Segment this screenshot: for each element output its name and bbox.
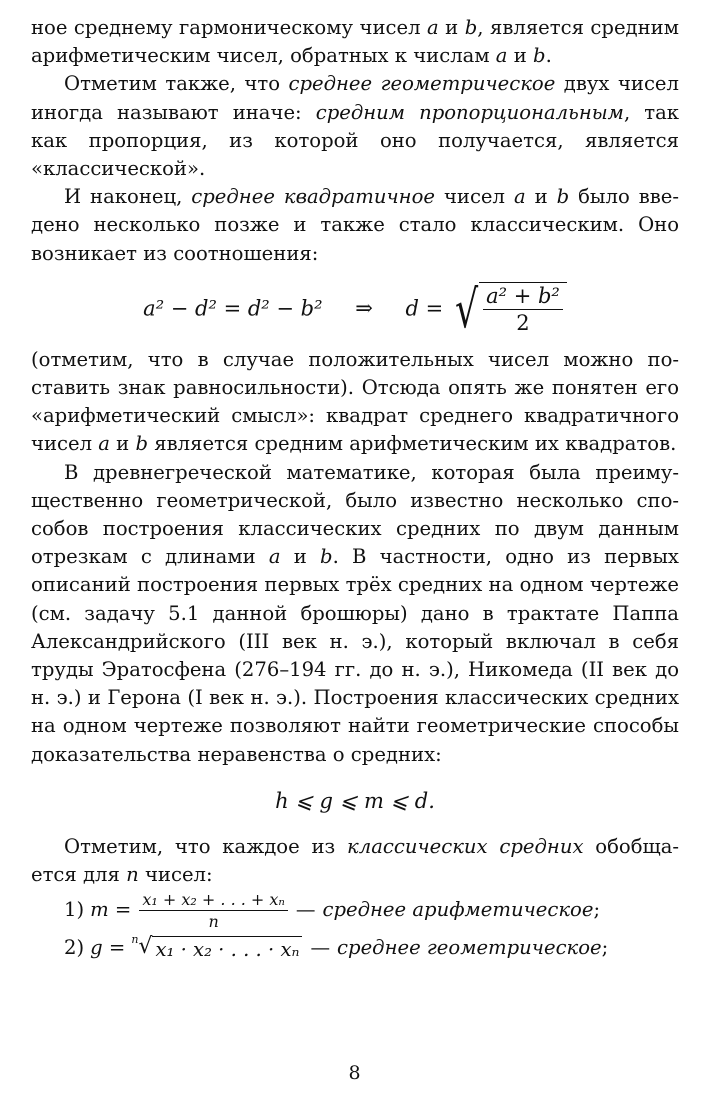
paragraph-1: [31, 14, 679, 70]
radical-sign: √: [454, 279, 479, 340]
var-a: a: [513, 185, 526, 209]
text: Отметим, что каждое из: [64, 834, 348, 858]
paragraph-6: [31, 833, 679, 889]
text: было введено несколько позже и также стало классическим. Оно возникает из соотношения:: [31, 185, 679, 265]
formula-lhs: g =: [90, 936, 126, 960]
var-a: a: [98, 432, 110, 456]
text: и: [525, 185, 557, 209]
var-b: b: [556, 185, 570, 209]
fraction: [139, 889, 288, 932]
text: , так как пропорция, из которой оно получается, является «классической».: [31, 100, 679, 181]
text: чисел: [434, 185, 514, 209]
formula-lhs: m =: [90, 898, 132, 922]
page-text: [31, 14, 679, 967]
text: и: [438, 16, 465, 39]
text: Отметим также, что: [64, 72, 289, 96]
text: . В частности, одно из первых описаний построения первых трёх средних на одном чертеже (см. задачу 5.1 данной брошюры) дано в трактате Паппа Александрийского (III век н. э.), который включал в себя труды Эратосфена (276–194 гг. до н. э.), Никомеда (II век до н. э.) и Герона (I век н. э.). Построения классических средних на одном чертеже позволяют найти геометрические способы доказательства неравенства о средних:: [31, 545, 679, 766]
radicand: x₁ · x₂ · . . . · xₙ: [152, 936, 302, 963]
dash: —: [310, 936, 331, 960]
formula-d-equals: d =: [405, 296, 444, 321]
mean-name: среднее арифметическое: [322, 898, 594, 922]
text: и: [507, 44, 534, 68]
paragraph-2: [31, 70, 679, 183]
fraction-denominator: 2: [516, 310, 530, 335]
paragraph-3: [31, 183, 679, 268]
nth-root: [131, 933, 302, 963]
text: является средним арифметическим их квадратов.: [148, 432, 677, 456]
text: чисел:: [138, 863, 213, 887]
text: (отметим, что в случае положительных чисел можно поставить знак равносильности). Отсюда опять же понятен его «арифметический смысл»: квадрат среднего квадратичного чисел: [31, 347, 679, 456]
text: И наконец,: [64, 185, 192, 209]
radicand: [479, 282, 567, 338]
text: , является средним арифметическим чисел, обратных к числам: [31, 16, 679, 68]
inequality-text: h ⩽ g ⩽ m ⩽ d.: [275, 788, 435, 813]
text: двух чисел иногда называют иначе:: [31, 72, 679, 124]
fraction-numerator: a² + b²: [483, 283, 563, 310]
var-b: b: [320, 545, 333, 569]
punctuation: ;: [601, 936, 609, 960]
radical-sign: √: [138, 934, 153, 960]
formula-quadratic-mean: [31, 268, 679, 346]
formula-lhs: a² − d² = d² − b²: [143, 296, 323, 321]
paragraph-4: [31, 346, 679, 459]
formula-means-inequality: [31, 769, 679, 833]
text: и: [280, 545, 321, 569]
var-b: b: [135, 432, 149, 456]
root-index: n: [131, 933, 139, 947]
var-b: b: [533, 44, 546, 68]
text: и: [109, 432, 136, 456]
mean-name: среднее геометрическое: [337, 936, 602, 960]
punctuation: ;: [593, 898, 601, 922]
var-a: a: [495, 44, 508, 68]
text: .: [545, 44, 552, 68]
list-item-number: 2): [64, 936, 85, 960]
emphasis: среднее геометрическое: [288, 72, 556, 96]
list-item: [64, 891, 679, 929]
var-n: n: [126, 863, 139, 887]
paragraph-5: [31, 459, 679, 769]
sqrt-expression: [450, 279, 567, 340]
implies-symbol: ⇒: [355, 296, 373, 321]
list-item-number: 1): [64, 898, 85, 922]
fraction-denominator: n: [208, 911, 219, 931]
var-b: b: [464, 16, 478, 39]
text: В древнегреческой математике, которая была преимущественно геометрической, было известно несколько способов построения классических средних по двум данным отрезкам с длинами: [31, 460, 679, 569]
text: обобщается для: [31, 834, 680, 887]
var-a: a: [268, 545, 281, 569]
fraction-numerator: x₁ + x₂ + . . . + xₙ: [139, 889, 288, 911]
means-list: [64, 891, 679, 967]
var-a: a: [427, 16, 439, 39]
emphasis: средним пропорциональным: [315, 100, 624, 124]
text: ное среднему гармоническому чисел: [31, 16, 427, 39]
list-item: [64, 929, 679, 967]
page-number: 8: [348, 1062, 361, 1084]
emphasis: классических средних: [347, 834, 584, 858]
emphasis: среднее квадратичное: [191, 185, 435, 209]
dash: —: [295, 898, 316, 922]
fraction: [483, 283, 563, 336]
